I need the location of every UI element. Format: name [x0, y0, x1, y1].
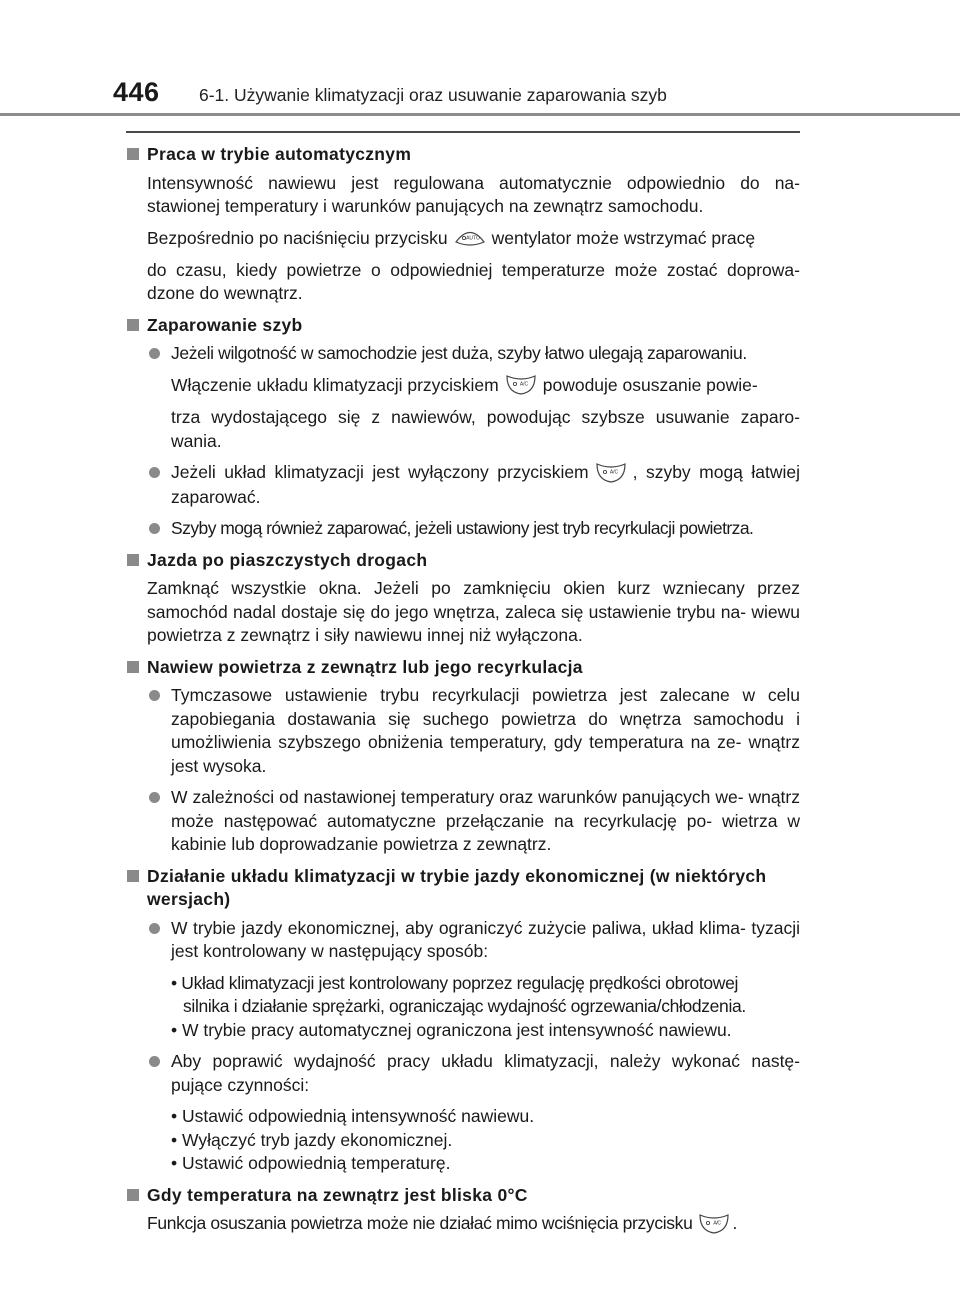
bullet-item: W trybie jazdy ekonomicznej, aby ograniczyć zużycie paliwa, układ klima- tyzacji jest kontrolowany w następujący sposób: — [126, 917, 800, 964]
bullet-item: W zależności od nastawionej temperatury oraz warunków panujących we- wnątrz może następować automatyczne przełączanie na recyrkulację po- wietrza w kabinie lub doprowadzanie powietrza z zewnątrz. — [126, 786, 800, 857]
section-rule — [126, 131, 800, 133]
square-bullet-icon — [127, 1189, 139, 1201]
svg-text:A/C: A/C — [609, 469, 618, 476]
square-bullet-icon — [127, 554, 139, 566]
bullet-item: Jeżeli wilgotność w samochodzie jest duża, szyby łatwo ulegają zaparowaniu. — [126, 342, 800, 366]
section-title: Praca w trybie automatycznym — [126, 143, 800, 167]
section-recirculation — [126, 656, 800, 857]
paragraph: do czasu, kiedy powietrze o odpowiedniej temperaturze może zostać doprowa- dzone do wewnątrz. — [147, 259, 800, 304]
page-number: 446 — [113, 77, 160, 107]
round-bullet-icon — [149, 467, 160, 478]
bullet-item: Jeżeli układ klimatyzacji jest wyłączony przyciskiem A/C , szyby mogą łatwiej zaparować. — [126, 461, 800, 509]
section-auto-mode — [126, 143, 800, 306]
auto-button-icon — [454, 225, 486, 249]
section-title: Nawiew powietrza z zewnątrz lub jego recyrkulacja — [126, 656, 800, 680]
dash-item: • Układ klimatyzacji jest kontrolowany poprzez regulację prędkości obrotowej — [171, 972, 739, 993]
paragraph: Intensywność nawiewu jest regulowana automatycznie odpowiednio do na- stawionej temperatury i warunków panujących na zewnątrz samochodu. — [147, 172, 800, 216]
bullet-item: Tymczasowe ustawienie trybu recyrkulacji powietrza jest zalecane w celu zapobiegania dostawania się suchego powietrza do wnętrza samochodu i umożliwienia szybszego obniżenia temperatury, gdy temperatura na ze- wnątrz jest wysoka. — [126, 684, 800, 778]
section-cold-temperature — [126, 1184, 800, 1237]
round-bullet-icon — [149, 523, 160, 534]
section-fogging — [126, 314, 800, 541]
paragraph-with-icon: Bezpośrednio po naciśnięciu przycisku AUTO wentylator może wstrzymać pracę — [126, 227, 800, 251]
bullet-item: Szyby mogą również zaparować, jeżeli ustawiony jest tryb recyrkulacji powietrza. — [126, 517, 800, 541]
round-bullet-icon — [149, 1056, 160, 1067]
section-title: Jazda po piaszczystych drogach — [126, 549, 800, 573]
header-rule — [0, 113, 960, 116]
round-bullet-icon — [149, 792, 160, 803]
square-bullet-icon — [127, 870, 139, 882]
round-bullet-icon — [149, 923, 160, 934]
content — [126, 138, 800, 1245]
paragraph: trza wydostającego się z nawiewów, powodując szybsze usuwanie zaparo- wania. — [171, 407, 800, 451]
square-bullet-icon — [127, 148, 139, 160]
section-dusty-roads — [126, 549, 800, 648]
dash-item: • Ustawić odpowiednią temperaturę. — [171, 1153, 451, 1174]
svg-text:A/C: A/C — [519, 381, 528, 388]
paragraph-with-icon: Włączenie układu klimatyzacji przyciskiem A/C powoduje osuszanie powie- — [126, 374, 800, 398]
section-title: Działanie układu klimatyzacji w trybie jazdy ekonomicznej (w niektórych wersjach) — [126, 865, 800, 912]
svg-text:AUTO: AUTO — [465, 235, 480, 242]
svg-text:A/C: A/C — [713, 1220, 722, 1226]
ac-button-icon — [698, 1211, 730, 1235]
chapter-title: 6-1. Używanie klimatyzacji oraz usuwanie zaparowania szyb — [199, 85, 667, 105]
dash-item: • W trybie pracy automatycznej ograniczona jest intensywność nawiewu. — [171, 1019, 732, 1040]
section-eco-mode — [126, 865, 800, 1176]
dash-item: • Wyłączyć tryb jazdy ekonomicznej. — [171, 1129, 453, 1150]
paragraph: Zamknąć wszystkie okna. Jeżeli po zamknięciu okien kurz wzniecany przez samochód nadal dostaje się do jego wnętrza, zaleca się ustawienie trybu na- wiewu powietrza z zewnątrz i siły nawiewu innej niż wyłączona. — [147, 578, 800, 646]
round-bullet-icon — [149, 348, 160, 359]
round-bullet-icon — [149, 690, 160, 701]
ac-button-icon — [505, 372, 537, 396]
square-bullet-icon — [127, 661, 139, 673]
section-title: Zaparowanie szyb — [126, 314, 800, 338]
section-title: Gdy temperatura na zewnątrz jest bliska 0°C — [126, 1184, 800, 1208]
ac-button-icon — [595, 460, 627, 484]
paragraph-with-icon: Funkcja osuszania powietrza może nie działać mimo wciśnięcia przycisku A/C . — [126, 1212, 800, 1236]
bullet-item: Aby poprawić wydajność pracy układu klimatyzacji, należy wykonać nastę- pujące czynności: — [126, 1050, 800, 1097]
dash-item-continuation: silnika i działanie sprężarki, ograniczając wydajność ogrzewania/chłodzenia. — [183, 996, 746, 1017]
dash-item: • Ustawić odpowiednią intensywność nawiewu. — [171, 1106, 535, 1127]
square-bullet-icon — [127, 319, 139, 331]
